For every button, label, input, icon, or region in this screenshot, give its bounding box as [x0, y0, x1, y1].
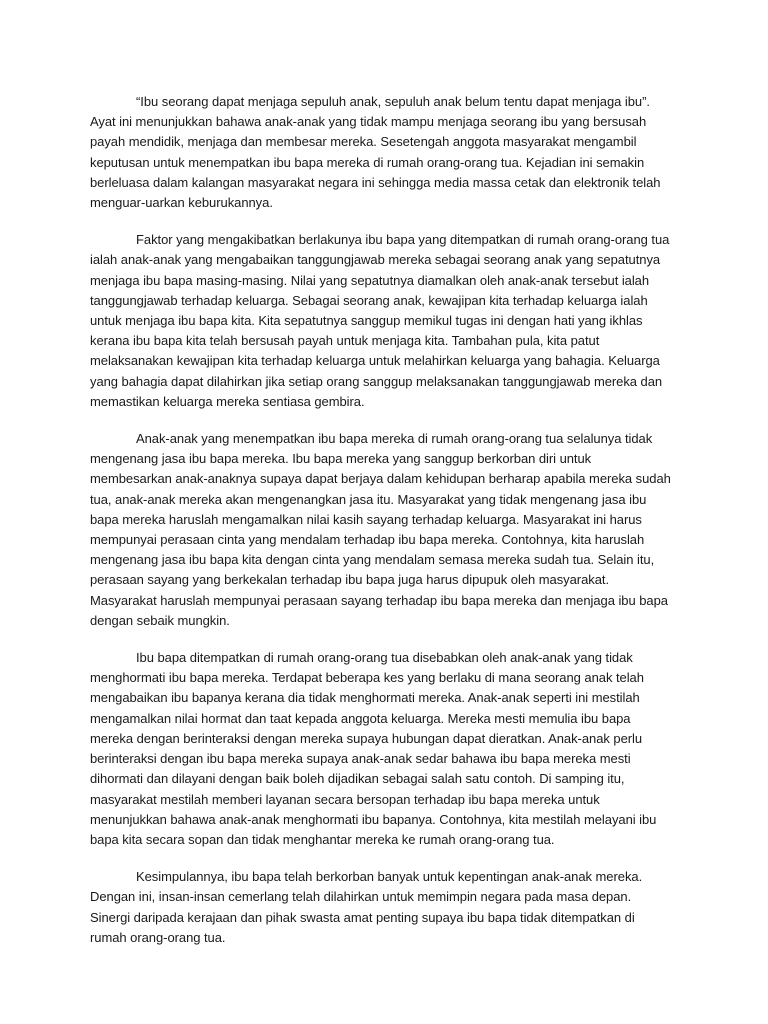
paragraph-conclusion: Kesimpulannya, ibu bapa telah berkorban banyak untuk kepentingan anak-anak mereka. Dengan ini, insan-insan cemerlang telah dilahirkan untuk memimpin negara pada masa depan. Sinergi daripada kerajaan dan pihak swasta amat penting supaya ibu bapa tidak ditempatkan di rumah orang-orang tua.: [90, 869, 643, 945]
paragraph-intro: “Ibu seorang dapat menjaga sepuluh anak, sepuluh anak belum tentu dapat menjaga ibu”. Ayat ini menunjukkan bahawa anak-anak yang tidak mampu menjaga seorang ibu yang bersusah payah mendidik, menjaga dan membesar mereka. Sesetengah anggota masyarakat mengambil keputusan untuk menempatkan ibu bapa mereka di rumah orang-orang tua. Kejadian ini semakin berleluasa dalam kalangan masyarakat negara ini sehingga media massa cetak dan elektronik telah menguar-uarkan keburukannya.: [90, 94, 661, 211]
paragraph-respect: Ibu bapa ditempatkan di rumah orang-orang tua disebabkan oleh anak-anak yang tidak menghormati ibu bapa mereka. Terdapat beberapa kes yang berlaku di mana seorang anak telah mengabaikan ibu bapanya kerana dia tidak menghormati mereka. Anak-anak seperti ini mestilah mengamalkan nilai hormat dan taat kepada anggota keluarga. Mereka mesti memulia ibu bapa mereka dengan berinteraksi dengan mereka supaya hubungan dapat dieratkan. Anak-anak perlu berinteraksi dengan ibu bapa mereka supaya anak-anak sedar bahawa ibu bapa mereka mesti dihormati dan dilayani dengan baik boleh dijadikan sebagai salah satu contoh. Di samping itu, masyarakat mestilah memberi layanan secara bersopan terhadap ibu bapa mereka untuk menunjukkan bahawa anak-anak menghormati ibu bapanya. Contohnya, kita mestilah melayani ibu bapa kita secara sopan dan tidak menghantar mereka ke rumah orang-orang tua.: [90, 650, 657, 847]
paragraph-gratitude: Anak-anak yang menempatkan ibu bapa mereka di rumah orang-orang tua selalunya tidak mengenang jasa ibu bapa mereka. Ibu bapa mereka yang sanggup berkorban diri untuk membesarkan anak-anaknya supaya dapat berjaya dalam kehidupan berharap apabila mereka sudah tua, anak-anak mereka akan mengenangkan jasa itu. Masyarakat yang tidak mengenang jasa ibu bapa mereka haruslah mengamalkan nilai kasih sayang terhadap keluarga. Masyarakat ini harus mempunyai perasaan cinta yang mendalam terhadap ibu bapa mereka. Contohnya, kita haruslah mengenang jasa ibu bapa kita dengan cinta yang mendalam semasa mereka sudah tua. Selain itu, perasaan sayang yang berkekalan terhadap ibu bapa juga harus dipupuk oleh masyarakat. Masyarakat haruslah mempunyai perasaan sayang terhadap ibu bapa mereka dan menjaga ibu bapa dengan sebaik mungkin.: [90, 431, 671, 628]
paragraph-responsibility: Faktor yang mengakibatkan berlakunya ibu bapa yang ditempatkan di rumah orang-orang tua ialah anak-anak yang mengabaikan tanggungjawab mereka sebagai seorang anak yang sepatutnya menjaga ibu bapa masing-masing. Nilai yang sepatutnya diamalkan oleh anak-anak tersebut ialah tanggungjawab terhadap keluarga. Sebagai seorang anak, kewajipan kita terhadap keluarga ialah untuk menjaga ibu bapa kita. Kita sepatutnya sanggup memikul tugas ini dengan hati yang ikhlas kerana ibu bapa kita telah bersusah payah untuk menjaga kita. Tambahan pula, kita patut melaksanakan kewajipan kita terhadap keluarga untuk melahirkan keluarga yang bahagia. Keluarga yang bahagia dapat dilahirkan jika setiap orang sanggup melaksanakan tanggungjawab mereka dan memastikan keluarga mereka sentiasa gembira.: [90, 232, 670, 409]
